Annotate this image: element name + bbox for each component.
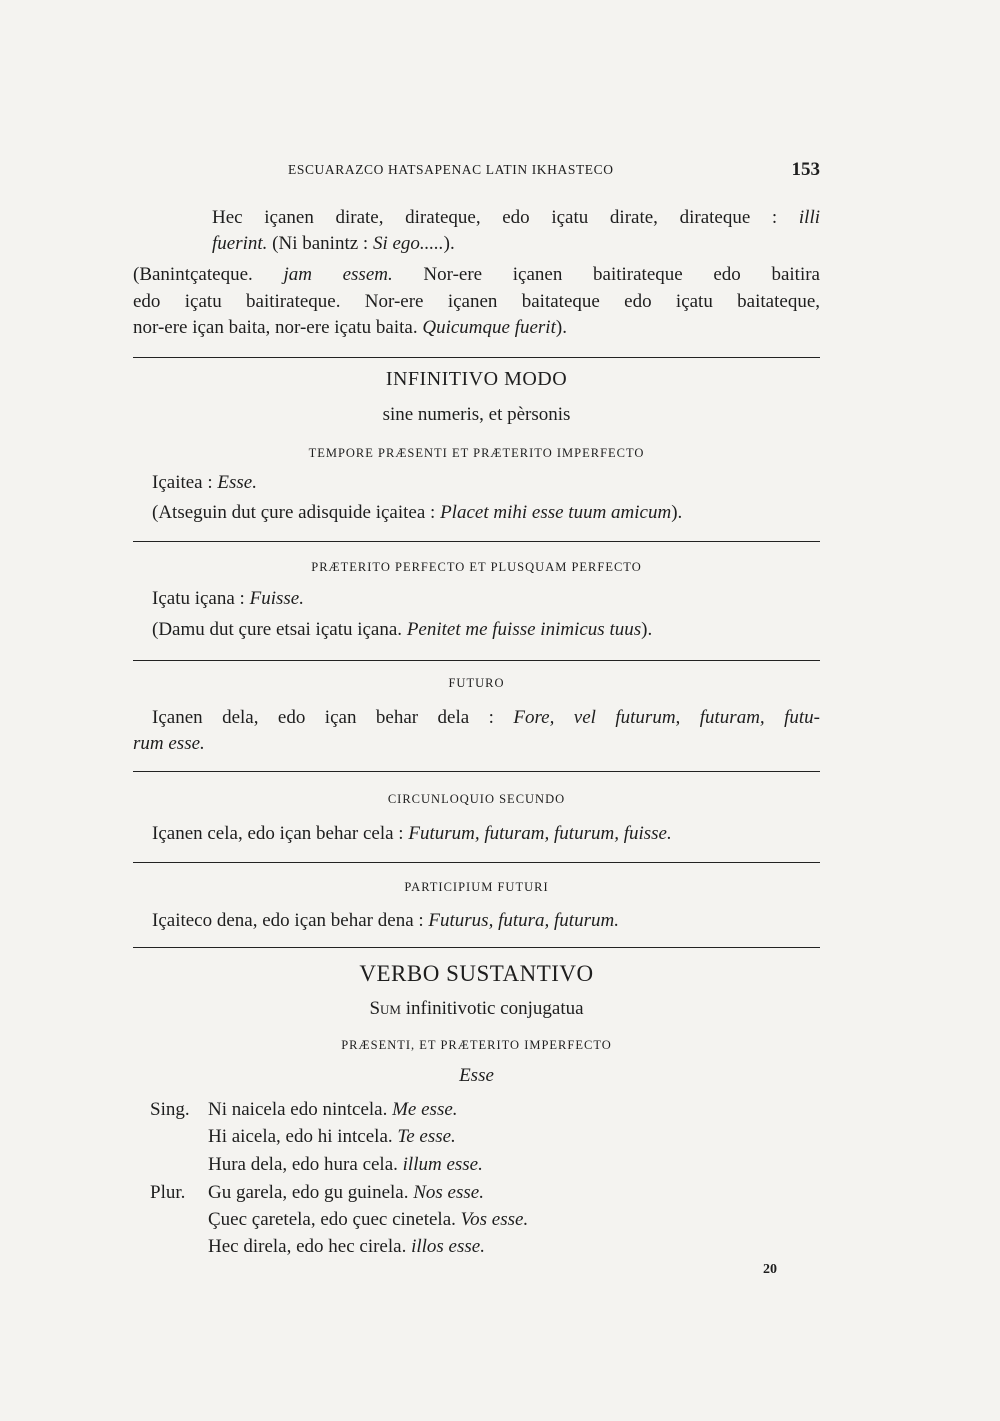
tense-heading: PRÆTERITO PERFECTO ET PLUSQUAM PERFECTO <box>311 560 642 574</box>
perfecto-line-2: (Damu dut çure etsai içatu içana. Penitet me fuisse inimicus tuus). <box>152 619 653 640</box>
running-title: ESCUARAZCO HATSAPENAC LATIN IKHASTECO <box>288 162 614 177</box>
section-subtitle: Sum infinitivotic conjugatua <box>369 998 584 1019</box>
page-number: 153 <box>791 159 820 180</box>
conjugation-row: Çuec çaretela, edo çuec cinetela. Vos esse. <box>208 1209 529 1230</box>
intro-line-3: (Banintçateque. jam essem. Nor-ere içanen baitirateque edo baitira <box>133 264 820 285</box>
printer-signature: 20 <box>763 1262 777 1277</box>
conjugation-row: Plur. Gu garela, edo gu guinela. Nos esse. <box>150 1180 484 1206</box>
tense-heading: TEMPORE PRÆSENTI ET PRÆTERITO IMPERFECTO <box>308 446 645 460</box>
tense-heading: PARTICIPIUM FUTURI <box>404 880 549 894</box>
section-title: VERBO SUSTANTIVO <box>359 961 594 986</box>
tense-heading: FUTURO <box>448 676 505 690</box>
infinitivo-line-2: (Atseguin dut çure adisquide içaitea : Placet mihi esse tuum amicum). <box>152 502 683 523</box>
intro-line-5: nor-ere içan baita, nor-ere içatu baita. Quicumque fuerit). <box>133 317 567 338</box>
number-label: Plur. <box>150 1182 186 1203</box>
divider <box>133 862 820 863</box>
intro-line-1: Hec içanen dirate, dirateque, edo içatu dirate, dirateque : illi <box>212 207 821 228</box>
number-label: Sing. <box>150 1099 190 1120</box>
divider <box>133 541 820 542</box>
running-header <box>288 159 820 180</box>
intro-line-4: edo içatu baitirateque. Nor-ere içanen baitateque edo içatu baitateque, <box>133 291 820 312</box>
section-title: INFINITIVO MODO <box>385 368 568 390</box>
circunloquio-line-1: Içanen cela, edo içan behar cela : Futurum, futuram, futurum, fuisse. <box>152 823 672 844</box>
conjugation-row: Hura dela, edo hura cela. illum esse. <box>208 1154 483 1175</box>
perfecto-line-1: Içatu içana : Fuisse. <box>152 588 304 609</box>
infinitivo-line-1: Içaitea : Esse. <box>152 472 257 493</box>
futuro-line-1: Içanen dela, edo içan behar dela : Fore, vel futurum, futuram, futu- <box>152 707 821 728</box>
intro-line-2: fuerint. (Ni banintz : Si ego.....). <box>212 233 455 254</box>
divider <box>133 660 820 661</box>
esse-label: Esse <box>459 1065 494 1086</box>
divider <box>133 771 820 772</box>
conjugation-row: Hec direla, edo hec cirela. illos esse. <box>208 1236 485 1257</box>
tense-heading: CIRCUNLOQUIO SECUNDO <box>387 792 566 806</box>
tense-heading: PRÆSENTI, ET PRÆTERITO IMPERFECTO <box>341 1038 612 1052</box>
divider <box>133 357 820 358</box>
section-subtitle: sine numeris, et pèrsonis <box>382 404 571 425</box>
futuro-line-2: rum esse. <box>133 733 205 754</box>
conjugation-row: Sing. Ni naicela edo nintcela. Me esse. <box>150 1097 458 1123</box>
conjugation-row: Hi aicela, edo hi intcela. Te esse. <box>208 1126 456 1147</box>
participium-line-1: Içaiteco dena, edo içan behar dena : Futurus, futura, futurum. <box>152 910 619 931</box>
divider <box>133 947 820 948</box>
